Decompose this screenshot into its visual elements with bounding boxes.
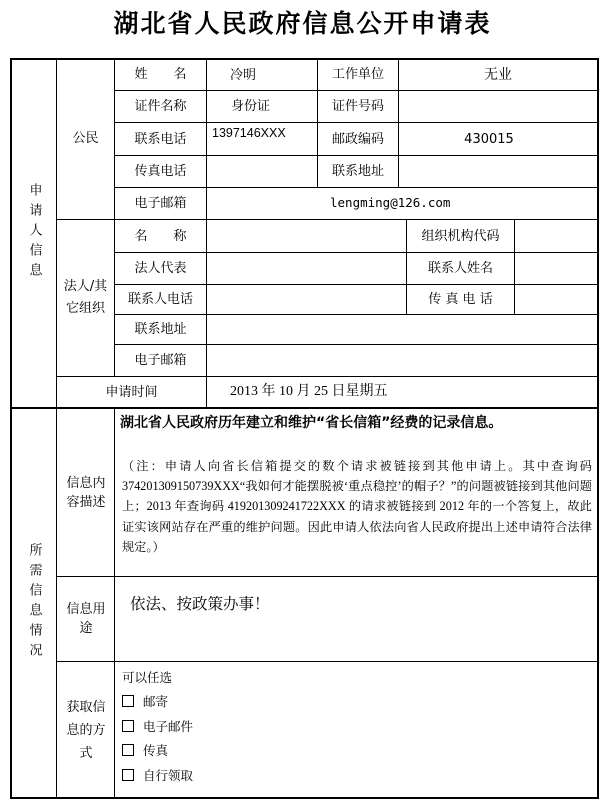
citizen-id-type-label: 证件名称 [134,99,187,114]
citizen-id-no-label: 证件号码 [331,99,384,114]
citizen-id-no-value[interactable] [399,91,597,122]
citizen-name-value[interactable]: 冷明 [230,67,257,82]
form-title: 湖北省人民政府信息公开申请表 [113,9,492,38]
info-purpose-label: 信息用途 [66,602,106,636]
info-method-label: 获取信息的方式 [66,699,106,761]
org-name-label: 名 称 [134,228,187,244]
citizen-group-label: 公民 [72,131,99,146]
org-name-value[interactable] [207,220,406,252]
org-email-value[interactable] [207,345,597,376]
org-address-value[interactable] [207,315,597,344]
org-fax-value[interactable] [515,285,597,314]
citizen-fax-value[interactable] [207,156,317,187]
section-applicant-label: 申请人信息 [26,182,42,283]
citizen-phone-value[interactable]: 1397146XXX [212,126,286,140]
org-contact-name-value[interactable] [515,253,597,284]
org-fax-label: 传 真 电 话 [428,292,493,307]
method-option-email[interactable] [122,717,193,735]
citizen-fax-label: 传真电话 [134,164,187,179]
citizen-work-value[interactable]: 无业 [484,66,512,83]
info-desc-label: 信息内容描述 [66,476,106,510]
info-desc-main[interactable]: 湖北省人民政府历年建立和维护“省长信箱”经费的记录信息。 [120,415,503,431]
mail-label: 邮寄 [143,694,169,709]
apply-time-label: 申请时间 [105,384,158,400]
org-contact-phone-label: 联系人电话 [127,292,193,307]
citizen-phone-label: 联系电话 [134,131,187,147]
info-purpose-value[interactable]: 依法、按政策办事！ [130,595,270,613]
org-group-label: 法人/其它组织 [63,279,108,316]
org-address-label: 联系地址 [134,322,187,337]
org-legal-rep-value[interactable] [207,253,406,284]
pickup-checkbox[interactable] [122,769,134,781]
org-contact-phone-value[interactable] [207,285,406,314]
method-option-fax[interactable] [122,741,168,759]
citizen-email-value[interactable]: lengming@126.com [330,195,451,210]
org-email-label: 电子邮箱 [134,353,187,368]
pickup-label: 自行领取 [143,768,194,783]
citizen-name-label: 姓 名 [134,67,187,82]
info-desc-note[interactable]: （注：申请人向省长信箱提交的数个请求被链接到其他申请上。其中查询码 374201309150739XXX“我如何才能摆脱被‘重点稳控’的帽子？”的问题被链接到其他问题上；2013 年查询码 419201309241722XXX 的请求被链接到 2012 年的一个答复上，故此证实该网站存在严重的维护问题。因此申请人依法向省人民政府提出上述申请符合法律规定。） [122,459,592,554]
method-option-mail[interactable] [122,692,168,710]
citizen-postcode-value[interactable]: 430015 [464,131,514,147]
citizen-address-value[interactable] [399,156,597,187]
email-label: 电子邮件 [143,719,194,734]
fax-checkbox[interactable] [122,744,134,756]
citizen-id-type-value[interactable]: 身份证 [231,98,271,113]
section-needed-label: 所需信息情况 [26,542,42,663]
method-option-pickup[interactable] [122,766,193,784]
citizen-email-label: 电子邮箱 [134,196,187,211]
org-code-value[interactable] [515,220,597,252]
email-checkbox[interactable] [122,720,134,732]
citizen-postcode-label: 邮政编码 [331,131,384,147]
citizen-address-label: 联系地址 [331,164,384,179]
citizen-work-label: 工作单位 [331,67,384,82]
apply-time-value[interactable]: 2013 年 10 月 25 日星期五 [230,384,388,399]
mail-checkbox[interactable] [122,695,134,707]
org-contact-name-label: 联系人姓名 [427,261,493,276]
method-hint: 可以任选 [122,670,173,685]
org-legal-rep-label: 法人代表 [134,261,187,276]
fax-label: 传真 [143,743,169,758]
org-code-label: 组织机构代码 [421,228,500,244]
